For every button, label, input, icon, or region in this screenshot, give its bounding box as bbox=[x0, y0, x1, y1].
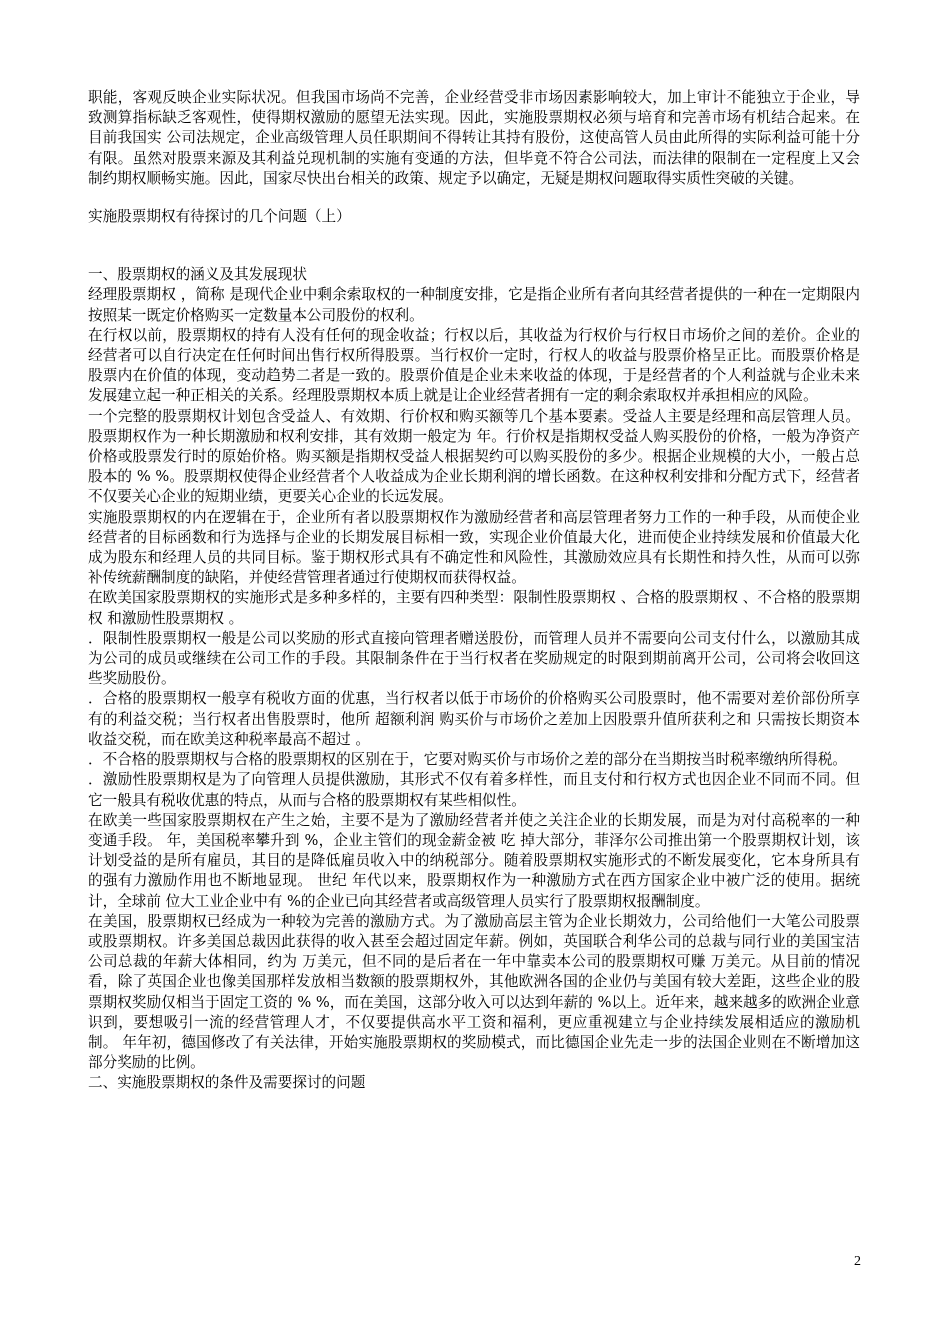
list-item-paragraph: ．限制性股票期权一般是公司以奖励的形式直接向管理者赠送股份，而管理人员并不需要向公司支付什么，以激励其成为公司的成员或继续在公司工作的手段。其限制条件在于当行权者在奖励规定的时限到期前离开公司，公司将会收回这些奖励股份。 bbox=[88, 629, 860, 688]
document-page bbox=[88, 88, 860, 1094]
list-item-paragraph: ．激励性股票期权是为了向管理人员提供激励，其形式不仅有着多样性，而且支付和行权方式也因企业不同而不同。但它一般具有税收优惠的特点，从而与合格的股票期权有某些相似性。 bbox=[88, 771, 860, 809]
body-paragraph: 一个完整的股票期权计划包含受益人、有效期、行价权和购买额等几个基本要素。受益人主要是经理和高层管理人员。股票期权作为一种长期激励和权利安排，其有效期一般定为 年。行价权是指期权受益人购买股份的价格，一般为净资产价格或股票发行时的原始价格。购买额是指期权受益人根据契约可以购买股份的多少。根据企业规模的大小，一般占总股本的 % %。股票期权使得企业经营者个人收益成为企业长期利润的增长函数。在这种权利安排和分配方式下，经营者不仅要关心企业的短期业绩，更要关心企业的长远发展。 bbox=[88, 407, 860, 506]
article-title: 实施股票期权有待探讨的几个问题（上） bbox=[88, 208, 351, 226]
section-heading-2: 二、实施股票期权的条件及需要探讨的问题 bbox=[88, 1074, 366, 1092]
body-paragraph: 在美国，股票期权已经成为一种较为完善的激励方式。为了激励高层主管为企业长期效力，公司给他们一大笔公司股票或股票期权。许多美国总裁因此获得的收入甚至会超过固定年薪。例如，英国联合利华公司的总裁与同行业的美国宝洁公司总裁的年薪大体相同，约为 万美元，但不同的是后者在一年中靠卖本公司的股票期权可赚 万美元。从目前的情况看，除了英国企业也像美国那样发放相当数额的股票期权外，其他欧洲各国的企业仍与美国有较大差距，这些企业的股票期权奖励仅相当于固定工资的 % %，而在美国，这部分收入可以达到年薪的 %以上。近年来，越来越多的欧洲企业意识到，要想吸引一流的经营管理人才，不仅要提供高水平工资和福利，更应重视建立与企业持续发展相适应的激励机制。 年年初，德国修改了有关法律，开始实施股票期权的奖励模式，而比德国企业先走一步的法国企业则在不断增加这部分奖励的比例。 bbox=[88, 912, 860, 1072]
list-item-paragraph: ．不合格的股票期权与合格的股票期权的区别在于，它要对购买价与市场价之差的部分在当期按当时税率缴纳所得税。 bbox=[88, 751, 847, 769]
body-paragraph: 在行权以前，股票期权的持有人没有任何的现金收益；行权以后，其收益为行权价与行权日市场价之间的差价。企业的经营者可以自行决定在任何时间出售行权所得股票。当行权价一定时，行权人的收益与股票价格呈正比。而股票价格是股票内在价值的体现，变动趋势二者是一致的。股票价值是企业未来收益的体现，于是经营者的个人利益就与企业未来发展建立起一种正相关的关系。经理股票期权本质上就是让企业经营者拥有一定的剩余索取权并承担相应的风险。 bbox=[88, 326, 860, 405]
section-heading-1: 一、股票期权的涵义及其发展现状 bbox=[88, 266, 307, 284]
body-paragraph: 经理股票期权 ，简称 是现代企业中剩余索取权的一种制度安排，它是指企业所有者向其经营者提供的一种在一定期限内按照某一既定价格购买一定数量本公司股份的权利。 bbox=[88, 286, 860, 324]
body-paragraph: 在欧美国家股票期权的实施形式是多种多样的，主要有四种类型：限制性股票期权 、合格的股票期权 、不合格的股票期权 和激励性股票期权 。 bbox=[88, 589, 860, 627]
body-paragraph: 实施股票期权的内在逻辑在于，企业所有者以股票期权作为激励经营者和高层管理者努力工作的一种手段，从而使企业经营者的目标函数和行为选择与企业的长期发展目标相一致，实现企业价值最大化，进而使企业持续发展和价值最大化成为股东和经理人员的共同目标。鉴于期权形式具有不确定性和风险性，其激励效应具有长期性和持久性，从而可以弥补传统薪酬制度的缺陷，并使经营管理者通过行使期权而获得权益。 bbox=[88, 508, 860, 587]
page-number: 2 bbox=[854, 1254, 861, 1269]
spacer bbox=[88, 227, 860, 265]
spacer bbox=[88, 189, 860, 207]
list-item-paragraph: ．合格的股票期权一般享有税收方面的优惠，当行权者以低于市场价的价格购买公司股票时，他不需要对差价部份所享有的利益交税；当行权者出售股票时，他所 超额利润 购买价与市场价之差加上因股票升值所获利之和 只需按长期资本收益交税，而在欧美这种税率最高不超过 。 bbox=[88, 690, 860, 748]
body-paragraph: 在欧美一些国家股票期权在产生之始，主要不是为了激励经营者并使之关注企业的长期发展，而是为对付高税率的一种变通手段。 年，美国税率攀升到 %，企业主管们的现金薪金被 吃 掉大部分，菲泽尔公司推出第一个股票期权计划，该计划受益的是所有雇员，其目的是降低雇员收入中的纳税部分。随着股票期权实施形式的不断发展变化，它本身所具有的强有力激励作用也不断地显现。 世纪 年代以来，股票期权作为一种激励方式在西方国家企业中被广泛的使用。据统计，全球前 位大工业企业中有 %的企业已向其经营者或高级管理人员实行了股票期权报酬制度。 bbox=[88, 811, 860, 910]
body-paragraph: 职能，客观反映企业实际状况。但我国市场尚不完善，企业经营受非市场因素影响较大，加上审计不能独立于企业，导致测算指标缺乏客观性，使得期权激励的愿望无法实现。因此，实施股票期权必须与培育和完善市场有机结合起来。在目前我国实 公司法规定，企业高级管理人员任职期间不得转让其持有股份，这使高管人员由此所得的实际利益可能十分有限。虽然对股票来源及其利益兑现机制的实施有变通的方法，但毕竟不符合公司法，而法律的限制在一定程度上又会制约期权顺畅实施。因此，国家尽快出台相关的政策、规定予以确定，无疑是期权问题取得实质性突破的关键。 bbox=[88, 89, 860, 187]
